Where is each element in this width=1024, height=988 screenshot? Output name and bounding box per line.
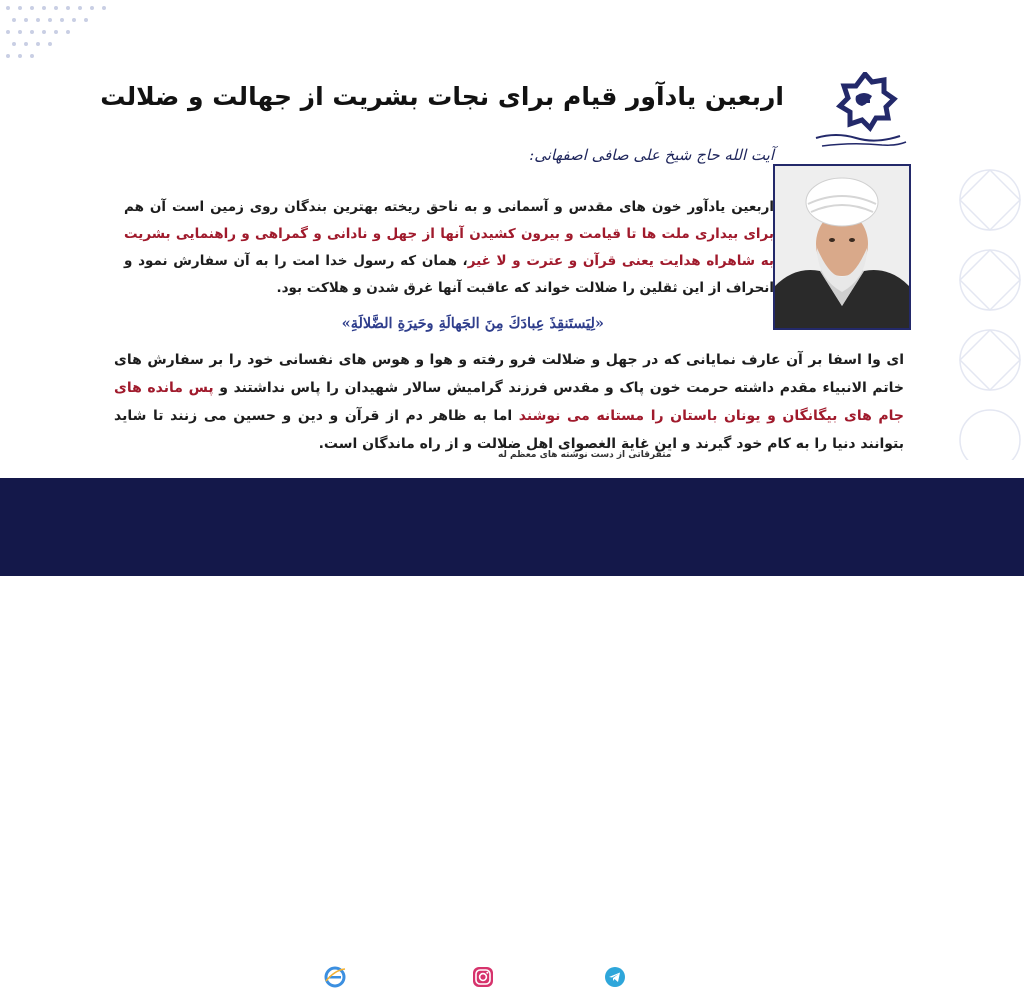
author-portrait: [773, 164, 911, 330]
source-note: متفرقاتی از دست نوشته های معظم له: [498, 450, 672, 460]
website-link[interactable]: [324, 966, 451, 988]
internet-explorer-icon: [324, 966, 346, 988]
paragraph-2-text-end: اما به ظاهر دم از قرآن و دین و حسین می زنند تا شاید بتوانند دنیا را به کام خود گیرند و این غایة الغصوای اهل ضلالت و از راه ماندگان است.: [114, 408, 904, 452]
paragraph-2-text: ای وا اسفا بر آن عارف نمایانی که در جهل و ضلالت فرو رفته و هوا و هوس های نفسانی خود را بر سفارش های خاتم الانبیاء مقدم داشته حرمت خون پاک و مقدس فرزند گرامیش سالار شهیدان را پاس نداشتند و: [114, 352, 904, 396]
footer-bar: [0, 478, 1024, 984]
decorative-pattern: [930, 160, 1024, 460]
paragraph-1-text-end: ، همان که رسول خدا امت را به آن سفارش نمود و انحراف از این ثقلین را ضلالت خواند که عاقبت آنها غرق شدن و هلاکت بود.: [124, 253, 774, 296]
poster-body: [0, 0, 1024, 478]
instagram-link[interactable]: [472, 966, 571, 988]
portrait-image: [775, 166, 909, 328]
website-label: safiesfahani.com: [354, 970, 452, 984]
arabic-quote: «لِيَستَنقِذَ عِبادَكَ مِنَ الجَهالَةِ وحَيرَةِ الضَّلالَةِ»: [341, 315, 604, 332]
telegram-label: AyatollahSafiEsfahani: [634, 970, 760, 984]
instagram-icon: [472, 966, 494, 988]
page-title: اربعین یادآور قیام برای نجات بشریت از جهالت و ضلالت: [100, 82, 784, 111]
paragraph-1-text: اربعین یادآور خون های مقدس و آسمانی و به ناحق ریخته بهترین بندگان روی زمین است آن هم: [124, 199, 774, 215]
paragraph-1-highlight: برای بیداری ملت ها تا قیامت و بیرون کشیدن آنها از جهل و نادانی و گمراهی و راهنمایی بشریت به شاهراه هدایت یعنی قرآن و عترت و لا غیر: [124, 226, 774, 269]
paragraph-2-highlight: پس مانده های جام های بیگانگان و یونان باستان را مستانه می نوشند: [114, 380, 905, 424]
paragraph-1: [124, 194, 774, 302]
telegram-link[interactable]: [604, 966, 760, 988]
decorative-dots: [0, 0, 140, 70]
telegram-icon: [604, 966, 626, 988]
institute-logo: [812, 72, 918, 152]
paragraph-2: [114, 346, 904, 458]
author-byline: آیت الله حاج شیخ علی صافی اصفهانی:: [529, 146, 774, 164]
instagram-label: safiesfahani: [502, 970, 572, 984]
